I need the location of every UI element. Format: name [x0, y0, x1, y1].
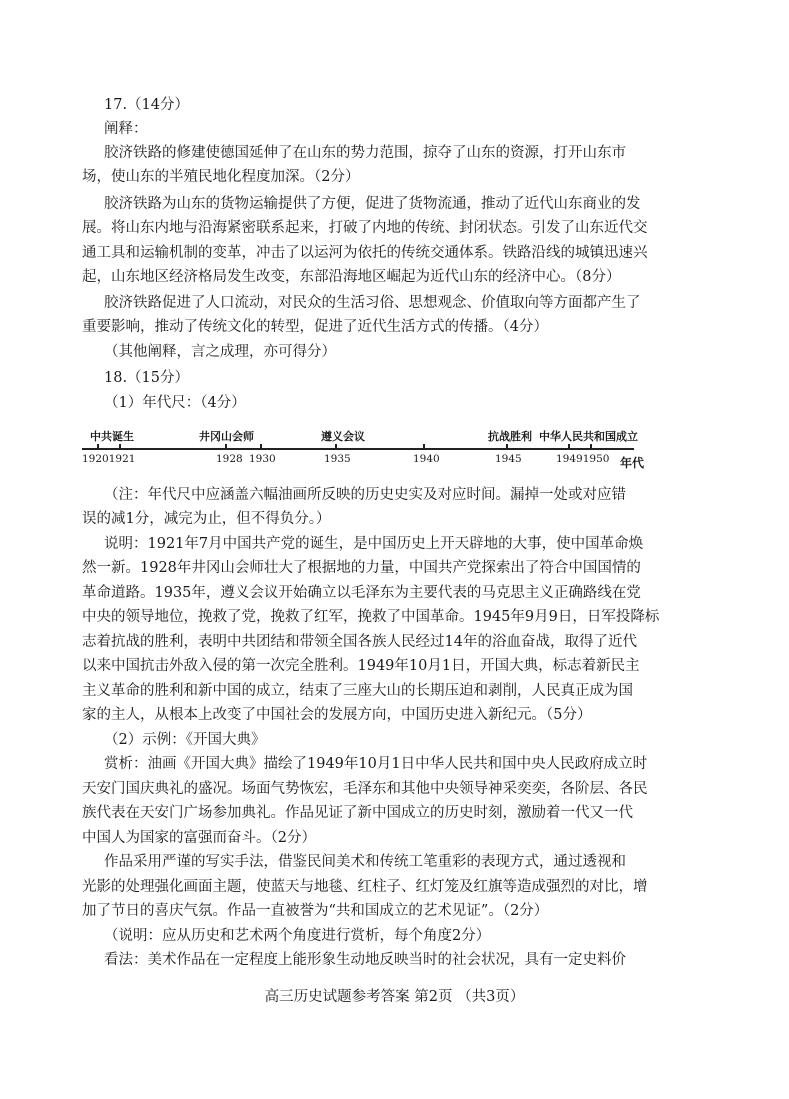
q17-p1-line1: 胶济铁路的修建使德国延伸了在山东的势力范围，掠夺了山东的资源，打开山东市	[104, 145, 626, 161]
q17-header: 17.（14分）	[104, 97, 190, 113]
timeline-tick	[97, 444, 99, 449]
timeline-event: 井冈山会师	[199, 430, 254, 443]
timeline-year: 1930	[249, 453, 276, 465]
q18-explain-line4: 中央的领导地位，挽救了党，挽救了红军，挽救了中国革命。1945年9月9日，日军投降标	[82, 609, 660, 625]
q18-appreciation-line3: 族代表在天安门广场参加典礼。作品见证了新中国成立的历史时刻，激励着一代又一代	[82, 805, 633, 821]
q18-explain-line1: 说明：1921年7月中国共产党的诞生，是中国历史上开天辟地的大事，使中国革命焕	[104, 536, 644, 552]
q18-note2: （说明：应从历史和艺术两个角度进行赏析，每个角度2分）	[104, 928, 491, 944]
timeline-year: 19201921	[82, 453, 136, 465]
page-footer: 高三历史试题参考答案 第2页 （共3页）	[264, 989, 525, 1005]
timeline-tick	[225, 444, 227, 449]
q17-p3-line1: 胶济铁路促进了人口流动，对民众的生活习俗、思想观念、价值取向等方面都产生了	[104, 295, 641, 311]
timeline	[82, 428, 662, 474]
timeline-year: 1928	[216, 453, 243, 465]
timeline-tick	[568, 444, 570, 449]
q17-note: （其他阐释，言之成理，亦可得分）	[104, 344, 336, 360]
q18-view: 看法：美术作品在一定程度上能形象生动地反映当时的社会状况，具有一定史料价	[104, 952, 626, 968]
timeline-year: 1935	[324, 453, 351, 465]
q18-explain-line5: 志着抗战的胜利，表明中共团结和带领全国各族人民经过14年的浴血奋战，取得了近代	[82, 634, 637, 650]
q18-technique-line2: 光影的处理强化画面主题，使蓝天与地毯、红柱子、红灯笼及红旗等造成强烈的对比，增	[82, 879, 648, 895]
q18-part2: （2）示例：《开国大典》	[104, 732, 266, 748]
q17-p2-line3: 通工具和运输机制的变革，冲击了以运河为依托的传统交通体系。铁路沿线的城镇迅速兴	[82, 245, 648, 261]
timeline-tick	[423, 444, 425, 449]
timeline-tick	[335, 444, 337, 449]
q17-p3-line2: 重要影响，推动了传统文化的转型，促进了近代生活方式的传播。（4分）	[82, 319, 548, 335]
q17-p2-line4: 起，山东地区经济格局发生改变，东部沿海地区崛起为近代山东的经济中心。（8分）	[82, 269, 621, 285]
q18-note1-line1: （注：年代尺中应涵盖六幅油画所反映的历史史实及对应时间。漏掉一处或对应错	[104, 487, 626, 503]
timeline-tick	[506, 444, 508, 449]
q18-explain-line3: 革命道路。1935年，遵义会议开始确立以毛泽东为主要代表的马克思主义正确路线在党	[82, 585, 641, 601]
q18-explain-line2: 然一新。1928年井冈山会师壮大了根据地的力量，中国共产党探索出了符合中国国情的	[82, 560, 641, 576]
timeline-year: 19491950	[556, 453, 610, 465]
timeline-tick	[119, 444, 121, 449]
q18-header: 18.（15分）	[104, 370, 190, 386]
q17-p1-line2: 场，使山东的半殖民地化程度加深。（2分）	[82, 169, 360, 185]
timeline-year: 1940	[413, 453, 440, 465]
timeline-unit: 年代	[620, 456, 645, 470]
q18-note1-line2: 误的减1分，减完为止，但不得负分。）	[82, 511, 331, 527]
timeline-year: 1945	[495, 453, 522, 465]
timeline-axis	[82, 448, 634, 450]
q18-technique-line3: 加了节日的喜庆气氛。作品一直被誉为“共和国成立的艺术见证”。（2分）	[82, 903, 549, 919]
timeline-event: 抗战胜利	[488, 430, 532, 443]
q18-appreciation-line1: 赏析：油画《开国大典》描绘了1949年10月1日中华人民共和国中央人民政府成立时	[104, 756, 648, 772]
timeline-event: 中华人民共和国成立	[539, 430, 638, 443]
timeline-tick	[260, 444, 262, 449]
q18-appreciation-line4: 中国人为国家的富强而奋斗。（2分）	[82, 830, 316, 846]
q18-explain-line8: 家的主人，从根本上改变了中国社会的发展方向，中国历史进入新纪元。（5分）	[82, 707, 592, 723]
q18-technique-line1: 作品采用严谨的写实手法，借鉴民间美术和传统工笔重彩的表现方式，通过透视和	[104, 854, 626, 870]
q17-p2-line2: 展。将山东内地与沿海紧密联系起来，打破了内地的传统、封闭状态。引发了山东近代交	[82, 220, 648, 236]
timeline-event: 中共诞生	[90, 430, 134, 443]
q17-p2-line1: 胶济铁路为山东的货物运输提供了方便，促进了货物流通，推动了近代山东商业的发	[104, 196, 641, 212]
q18-part1: （1）年代尺：（4分）	[104, 395, 246, 411]
q18-appreciation-line2: 天安门国庆典礼的盛况。场面气势恢宏，毛泽东和其他中央领导神采奕奕，各阶层、各民	[82, 781, 648, 797]
timeline-event: 遵义会议	[321, 430, 365, 443]
timeline-tick	[590, 444, 592, 449]
q18-explain-line6: 以来中国抗击外敌入侵的第一次完全胜利。1949年10月1日，开国大典，标志着新民主	[82, 658, 640, 674]
q17-label: 阐释：	[104, 121, 148, 137]
q18-explain-line7: 主义革命的胜利和新中国的成立，结束了三座大山的长期压迫和剥削，人民真正成为国	[82, 683, 633, 699]
